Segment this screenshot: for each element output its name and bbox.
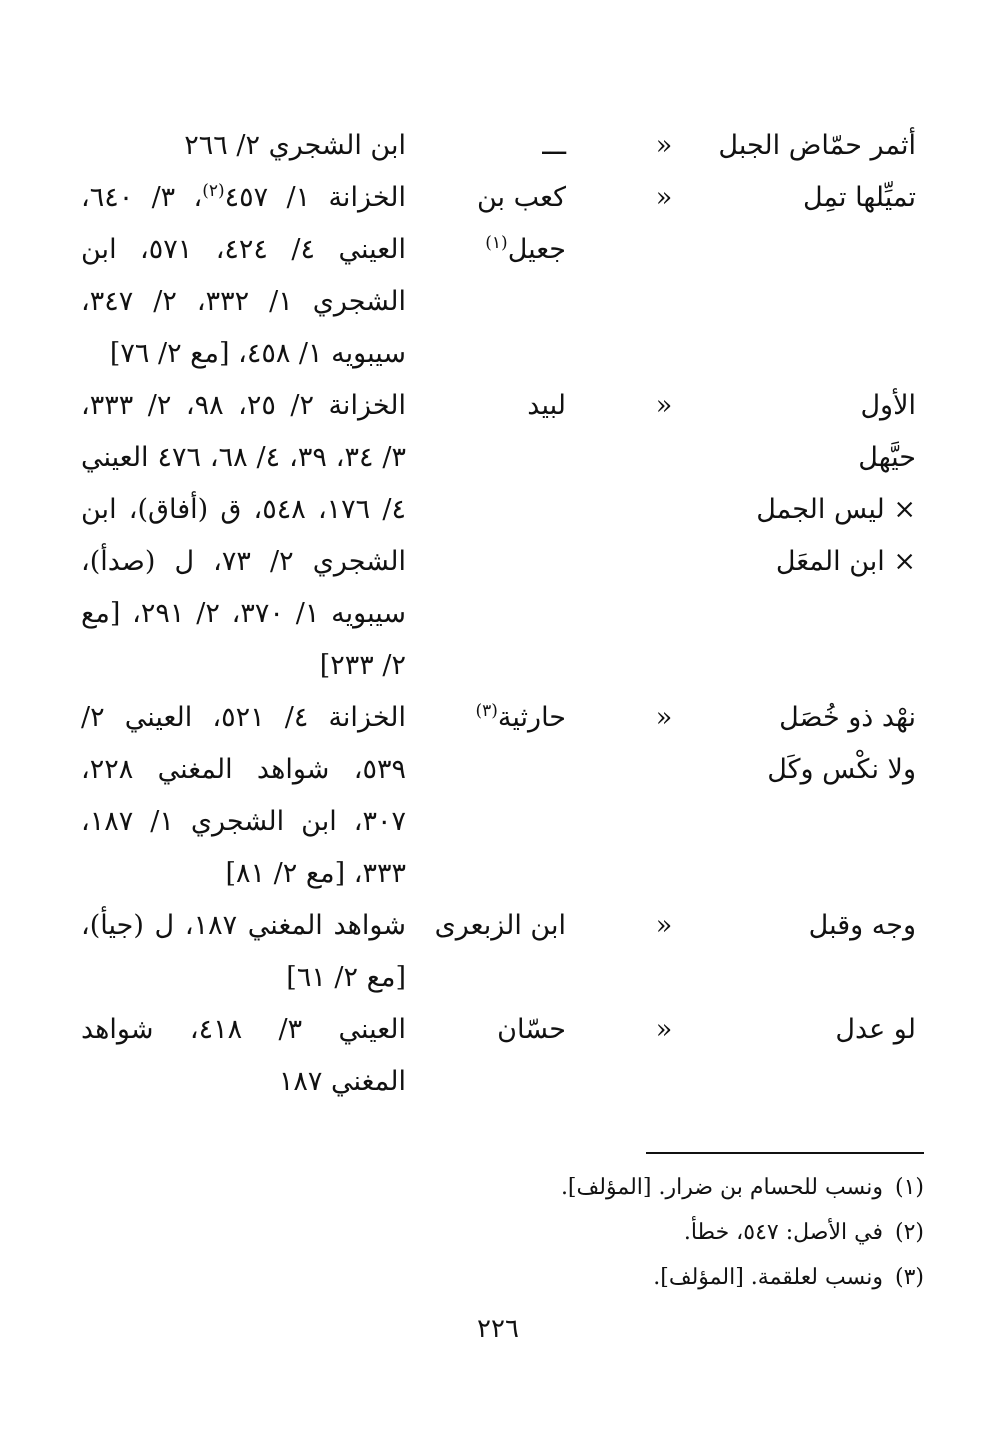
verse-line: ولا نكْس وكَل [767, 754, 916, 785]
ditto-mark: « [655, 702, 673, 733]
table-row [0, 1004, 996, 1108]
table-row [0, 120, 996, 172]
footnote-text: ونسب لعلقمة. [المؤلف]. [653, 1265, 883, 1290]
verse-line: حيَّهل [858, 442, 916, 473]
sources-text: الخزانة ١/ ٤٥٧$^{(٢)}$، ٣/ ٦٤٠، العيني ٤/ ٤٢٤، ٥٧١، ابن الشجري ١/ ٣٣٢، ٢/ ٣٤٧، سيبويه ١/ ٤٥٨، [مع ٢/ ٧٦] [81, 181, 406, 369]
sources-text: الخزانة ٤/ ٥٢١، العيني ٢/ ٥٣٩، شواهد المغني ٢٢٨، ٣٠٧، ابن الشجري ١/ ١٨٧، ٣٣٣، [مع ٢/ ٨١] [81, 702, 406, 889]
footnote-ref: (١) [485, 233, 508, 253]
verse-line: نهْد ذو خُصَل [779, 702, 916, 733]
verse-ending [686, 120, 916, 172]
poet-name: ابن الزبعرى [434, 910, 566, 941]
footnote-text: في الأصل: ٥٤٧، خطأ. [683, 1220, 883, 1245]
sources-text: العيني ٣/ ٤١٨، شواهد المغني ١٨٧ [81, 1014, 406, 1097]
footnote-number: (٣) [894, 1265, 924, 1290]
poet-name: حارثية$^{(٣)}$ [475, 701, 566, 733]
verse-ending [686, 380, 916, 588]
verse-line: أثمر حمّاض الجبل [718, 130, 916, 161]
poet-name: حسّان [497, 1014, 566, 1045]
ditto-mark: « [655, 910, 673, 941]
poet-name: كعب بن جعيل$^{(١)}$ [476, 182, 566, 265]
footnote [444, 1210, 924, 1255]
ditto-mark: « [655, 1014, 673, 1045]
sources-text: الخزانة ٢/ ٢٥، ٩٨، ٢/ ٣٣٣، ٣/ ٣٤، ٣٩، ٤/ ٦٨، ٤٧٦ العيني ٤/ ١٧٦، ٥٤٨، ق (أفاق)، ابن الشجري ٢/ ٧٣، ل (صدأ)، سيبويه ١/ ٣٧٠، ٢/ ٢٩١، [مع ٢/ ٢٣٣] [81, 390, 407, 681]
table-row [0, 692, 996, 900]
footnote-text: ونسب للحسام بن ضرار. [المؤلف]. [560, 1175, 883, 1200]
table-row [0, 172, 996, 380]
footnote [444, 1165, 924, 1210]
verse-ending [686, 692, 916, 796]
footnote-number: (١) [894, 1175, 924, 1200]
verse-line: الأول [860, 390, 916, 421]
ditto-mark: « [655, 182, 673, 213]
verse-ending [686, 1004, 916, 1056]
footnote-ref: (٢) [202, 181, 225, 201]
verse-ending [686, 900, 916, 952]
sources-text: شواهد المغني ١٨٧، ل (جيأ)، [مع ٢/ ٦١] [81, 910, 406, 993]
ditto-mark: « [655, 390, 673, 421]
footnote-divider [646, 1152, 924, 1154]
verse-line: × ابن المعَل [775, 546, 916, 577]
verse-line: لو عدل [835, 1014, 916, 1045]
footnote-ref: (٣) [475, 701, 498, 721]
poet-name: ـــ [542, 130, 566, 161]
footnotes [444, 1165, 924, 1300]
footnote-number: (٢) [894, 1220, 924, 1245]
footnote [444, 1255, 924, 1300]
ditto-mark: « [655, 130, 673, 161]
verse-index-table [0, 120, 996, 1108]
poet-name: لبيد [527, 390, 566, 421]
page-number: ٢٢٦ [477, 1314, 519, 1344]
sources-text: ابن الشجري ٢/ ٢٦٦ [184, 130, 406, 161]
table-row [0, 380, 996, 692]
verse-line: وجه وقبل [808, 910, 916, 941]
verse-line: × ليس الجمل [756, 494, 916, 525]
verse-line: تميِّلها تمِل [802, 182, 916, 213]
verse-ending [686, 172, 916, 224]
table-row [0, 900, 996, 1004]
